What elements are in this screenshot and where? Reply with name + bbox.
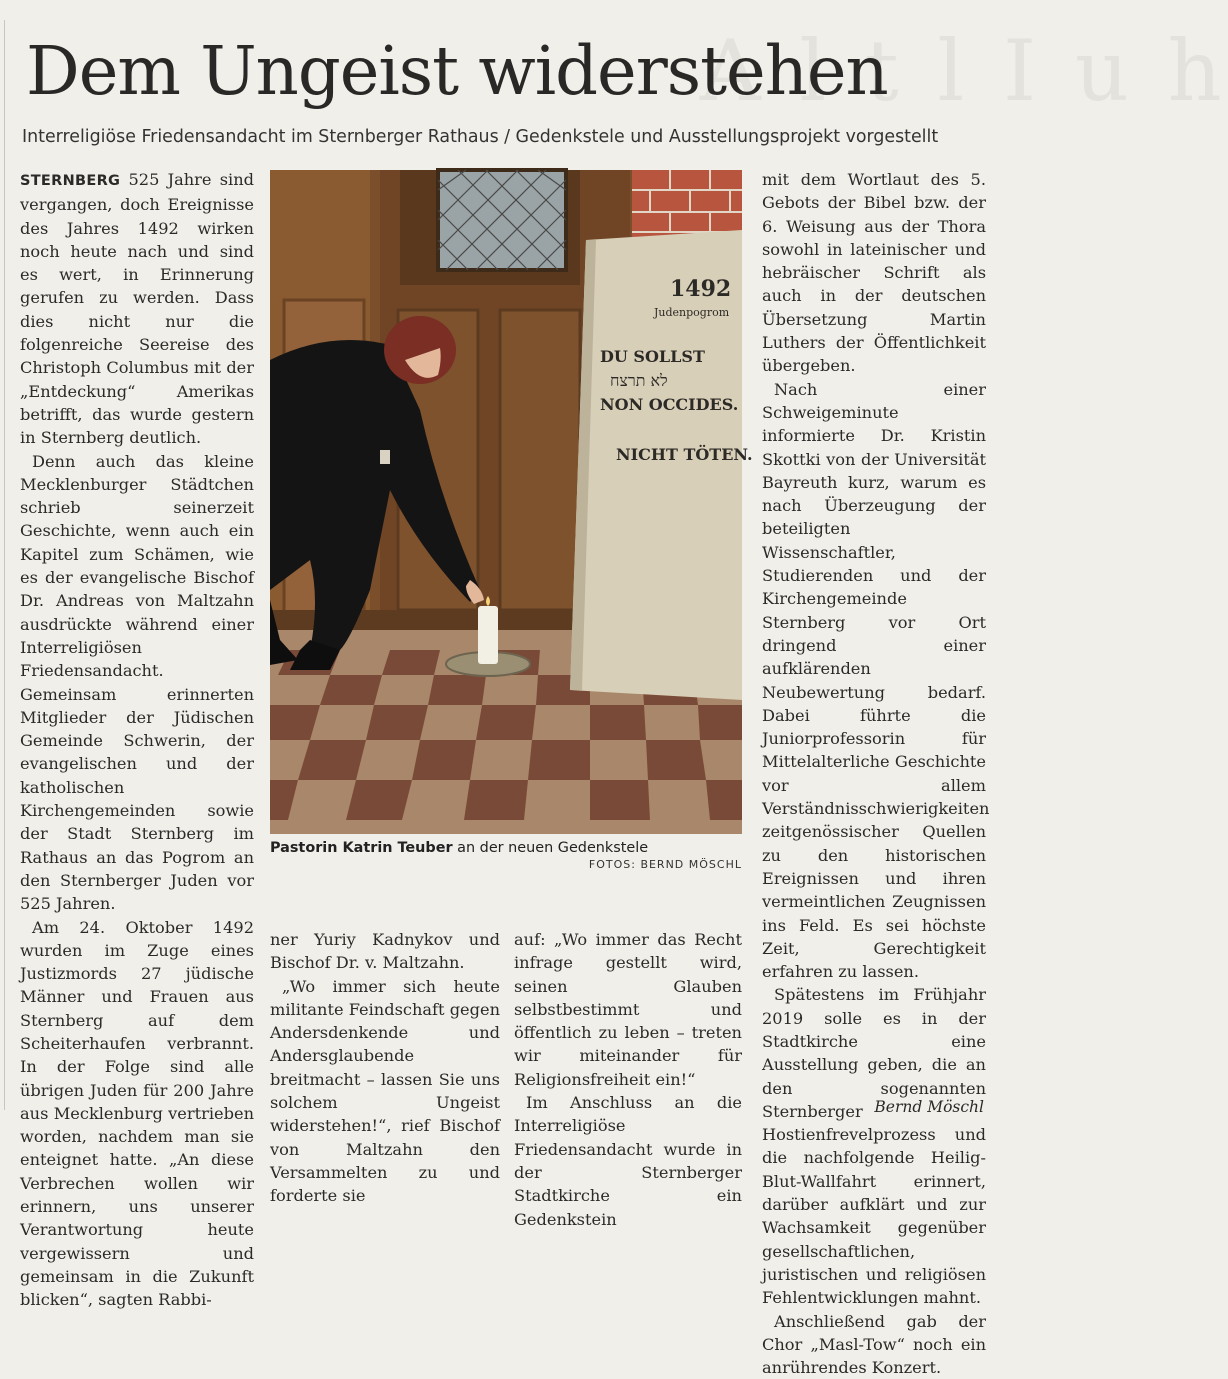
paragraph: „Wo immer sich heute militante Feindschaft gegen Andersdenkende und Andersglaubende breitmacht – lassen Sie uns solchem Ungeist widerstehen!“, rief Bischof von Maltzahn den Versammelten zu und forderte sie: [270, 976, 500, 1206]
paragraph: Denn auch das kleine Mecklenburger Städtchen schrieb seinerzeit Geschichte, wenn auch ein Kapitel zum Schämen, wie es der evangelische Bischof Dr. Andreas von Maltzahn ausdrückte während einer Interreligiösen Friedensandacht. Gemeinsam erinnerten Mitglieder der Jüdischen Gemeinde Schwerin, der evangelischen und der katholischen Kirchengemeinden sowie der Stadt Sternberg im Rathaus an das Pogrom an den Sternberger Juden vor 525 Jahren.: [20, 451, 254, 914]
photo-caption: [270, 838, 742, 858]
photo-credit: FOTOS: BERND MÖSCHL: [588, 858, 742, 871]
text-column-3: [514, 928, 742, 1231]
caption-name: Pastorin Katrin Teuber: [270, 840, 453, 856]
text-column-2: [270, 928, 500, 1208]
paragraph: ner Yuriy Kadnykov und Bischof Dr. v. Maltzahn.: [270, 930, 500, 973]
stele-subtitle: Judenpogrom: [654, 306, 730, 319]
stele-line-2: NON OCCIDES.: [600, 395, 739, 414]
paragraph: Spätestens im Frühjahr 2019 solle es in der Stadtkirche eine Ausstellung geben, die an den sogenannten Sternberger Hostienfrevelprozess und die nachfolgende Heilig-Blut-Wallfahrt erinnert, darüber aufklärt und zur Wachsamkeit gegenüber gesellschaftlichen, juristischen und religiösen Fehlentwicklungen mahnt.: [762, 985, 986, 1308]
stele-line-1: DU SOLLST: [600, 347, 705, 366]
text-column-4: [762, 168, 990, 1379]
paragraph: 525 Jahre sind vergangen, doch Ereignisse des Jahres 1492 wirken noch heute nach und sind es wert, in Erinnerung gerufen zu werden. Dass dies nicht nur die folgenreiche Seereise des Christoph Columbus mit der „Entdeckung“ Amerikas betrifft, das wurde gestern in Sternberg deutlich.: [20, 170, 254, 448]
paragraph: Anschließend gab der Chor „Masl-Tow“ noch ein anrührendes Konzert.: [762, 1311, 986, 1378]
paragraph: auf: „Wo immer das Recht infrage gestellt wird, seinen Glauben selbstbestimmt und öffentlich zu leben – treten wir miteinander für Religionsfreiheit ein!“: [514, 930, 742, 1089]
caption-text: an der neuen Gedenkstele: [452, 840, 649, 856]
author-byline: Bernd Möschl: [874, 1098, 984, 1116]
column-rule: [4, 20, 5, 1110]
stele-year: 1492: [670, 276, 732, 302]
paragraph: mit dem Wortlaut des 5. Gebots der Bibel bzw. der 6. Weisung aus der Thora sowohl in lateinischer und hebräischer Schrift als auch in der deutschen Übersetzung Martin Luthers der Öffentlichkeit übergeben.: [762, 170, 986, 376]
dateline: STERNBERG: [20, 173, 121, 189]
stele-line-3: NICHT TÖTEN.: [616, 445, 753, 464]
text-column-1: [20, 168, 254, 1312]
headline: Dem Ungeist widerstehen: [26, 32, 888, 110]
paragraph: Nach einer Schweigeminute informierte Dr. Kristin Skottki von der Universität Bayreuth kurz, warum es nach Überzeugung der beteiligten Wissenschaftler, Studierenden und der Kirchengemeinde Sternberg vor Ort dringend einer aufklärenden Neubewertung bedarf. Dabei führte die Juniorprofessorin für Mittelalterliche Geschichte vor allem Verständnisschwierigkeiten zeitgenössischer Quellen zu den historischen Ereignissen und ihren vermeintlichen Zeugnissen ins Feld. Es sei höchste Zeit, Gerechtigkeit erfahren zu lassen.: [762, 379, 990, 982]
show-through-text: A l t l I u h: [700, 22, 1228, 120]
stele-hebrew: לא תרצח: [610, 371, 668, 390]
article-photo: [270, 170, 753, 834]
paragraph: Im Anschluss an die Interreligiöse Friedensandacht wurde in der Sternberger Stadtkirche ein Gedenkstein: [514, 1093, 742, 1229]
paragraph: Am 24. Oktober 1492 wurden im Zuge eines Justizmords 27 jüdische Männer und Frauen aus Sternberg auf dem Scheiterhaufen verbrannt. In der Folge sind alle übrigen Juden für 200 Jahre aus Mecklenburg vertrieben worden, nachdem man sie enteignet hatte. „An diese Verbrechen wollen wir erinnern, uns unserer Verantwortung heute vergewissern und gemeinsam in die Zukunft blicken“, sagten Rabbi-: [20, 917, 254, 1310]
subheadline: Interreligiöse Friedensandacht im Sternberger Rathaus / Gedenkstele und Ausstellungsprojekt vorgestellt: [22, 127, 939, 147]
